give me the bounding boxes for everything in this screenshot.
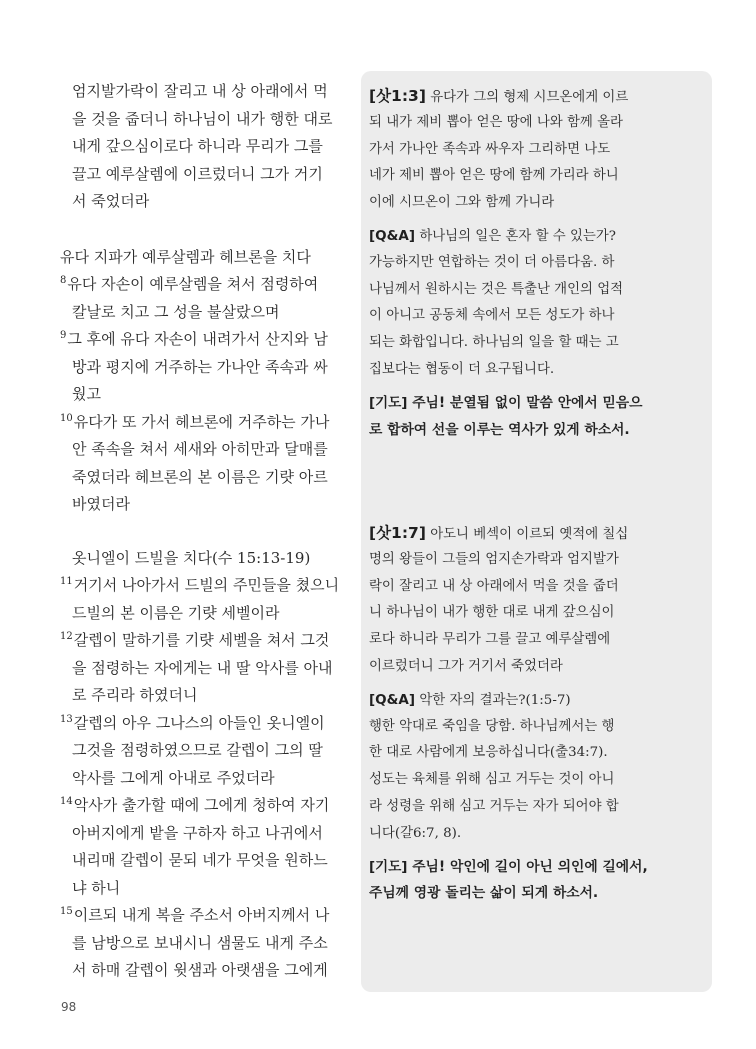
commentary-note xyxy=(369,83,707,443)
verse-text: 갈렙의 아우 그나스의 아들인 옷니엘이 xyxy=(73,713,325,732)
note-text: 되 내가 제비 뽑아 얻은 땅에 나와 함께 올라 xyxy=(369,114,623,130)
verse-10 xyxy=(60,409,350,519)
verse-text: 로 주리라 하였더니 xyxy=(72,686,198,704)
note-text: 이르렀더니 그가 거기서 죽었더라 xyxy=(369,658,563,674)
note-text: 유다가 그의 형제 시므온에게 이르 xyxy=(430,90,629,105)
prayer-label: [기도] xyxy=(369,858,408,875)
verse-number: 8 xyxy=(60,275,67,286)
verse-number: 14 xyxy=(60,796,73,807)
verse-8 xyxy=(60,271,350,326)
verse-text: 을 점령하는 자에게는 내 딸 악사를 아내 xyxy=(72,658,333,677)
text-line: 내게 갚으심이로다 하니라 무리가 그를 xyxy=(72,137,323,155)
prayer-text: 주님께 영광 돌리는 삶이 되게 하소서. xyxy=(369,885,599,902)
qa-answer: 되는 화합입니다. 하나님의 일을 할 때는 고 xyxy=(369,335,619,351)
scripture-text xyxy=(60,78,350,985)
verse-text: 그것을 점령하였으므로 갈렙이 그의 딸 xyxy=(72,741,323,759)
verse-number: 12 xyxy=(60,631,73,642)
verse-text: 방과 평지에 거주하는 가나안 족속과 싸 xyxy=(72,357,328,376)
text-line: 서 죽었더라 xyxy=(72,192,150,210)
verse-text: 죽였더라 헤브론의 본 이름은 기럇 아르 xyxy=(72,467,328,486)
verse-text: 그 후에 유다 자손이 내려가서 산지와 남 xyxy=(67,330,328,348)
note-text: 아도니 베섹이 이르되 옛적에 칠십 xyxy=(430,527,629,542)
verse-text: 악사가 출가할 때에 그에게 청하여 자기 xyxy=(73,796,330,814)
verse-text: 유다가 또 가서 헤브론에 거주하는 가나 xyxy=(73,412,330,431)
note-text: 로다 하니라 무리가 그를 끌고 예루살렘에 xyxy=(369,632,611,648)
qa-answer: 이 아니고 공동체 속에서 모든 성도가 하나 xyxy=(369,308,615,324)
qa-question: 악한 자의 결과는?(1:5-7) xyxy=(419,692,571,708)
verse-text: 를 남방으로 보내시니 샘물도 내게 주소 xyxy=(72,933,328,952)
verse-number: 10 xyxy=(60,412,73,424)
note-text: 니 하나님이 내가 행한 대로 내게 갚으심이 xyxy=(369,605,615,621)
qa-answer: 니다(갈6:7, 8). xyxy=(369,825,462,841)
verse-text: 바였더라 xyxy=(72,495,130,513)
qa-answer: 나님께서 원하시는 것은 특출난 개인의 업적 xyxy=(369,281,624,297)
note-text: 가서 가나안 족속과 싸우자 그리하면 나도 xyxy=(369,141,611,157)
verse-11 xyxy=(60,572,350,627)
qa-label: [Q&A] xyxy=(369,227,416,244)
verse-9 xyxy=(60,326,350,409)
note-text: 락이 잘리고 내 상 아래에서 먹을 것을 줍더 xyxy=(369,578,619,594)
verse-13 xyxy=(60,710,350,793)
text-line: 끌고 예루살렘에 이르렀더니 그가 거기 xyxy=(72,164,323,183)
verse-text: 유다 자손이 예루살렘을 쳐서 점령하여 xyxy=(67,275,319,293)
prayer-text: 로 합하여 선을 이루는 역사가 있게 하소서. xyxy=(369,421,630,438)
text-line: 을 것을 줍더니 하나님이 내가 행한 대로 xyxy=(72,109,333,128)
verse-number: 11 xyxy=(60,576,73,587)
verse-text: 칼날로 치고 그 성을 불살랐으며 xyxy=(72,302,280,321)
note-text: 명의 왕들이 그들의 엄지손가락과 엄지발가 xyxy=(369,551,619,567)
prayer-label: [기도] xyxy=(369,394,408,411)
qa-answer: 행한 악대로 죽임을 당함. 하나님께서는 행 xyxy=(369,718,615,734)
qa-label: [Q&A] xyxy=(369,691,416,708)
verse-text: 내리매 갈렙이 묻되 네가 무엇을 원하느 xyxy=(72,851,328,869)
verse-text: 안 족속을 쳐서 세새와 아히만과 달매를 xyxy=(72,440,328,458)
qa-question: 하나님의 일은 혼자 할 수 있는가? xyxy=(419,228,616,244)
verse-text: 악사를 그에게 아내로 주었더라 xyxy=(72,768,275,787)
verse-text: 거기서 나아가서 드빌의 주민들을 쳤으니 xyxy=(73,576,340,594)
verse-text: 서 하매 갈렙이 윗샘과 아랫샘을 그에게 xyxy=(72,961,328,979)
qa-answer: 성도는 육체를 위해 심고 거두는 것이 아니 xyxy=(369,772,615,788)
qa-answer: 한 대로 사람에게 보응하십니다(출34:7). xyxy=(369,745,608,761)
verse-text: 갈렙이 말하기를 기럇 세벨을 쳐서 그것 xyxy=(73,631,330,649)
note-text: 이에 시므온이 그와 함께 가니라 xyxy=(369,195,555,211)
verse-number: 13 xyxy=(60,713,73,725)
prayer-text: 주님! 악인에 길이 아닌 의인에 길에서, xyxy=(412,858,648,875)
prayer-text: 주님! 분열됨 없이 말씀 안에서 믿음으 xyxy=(412,394,643,411)
page-number: 98 xyxy=(61,1000,77,1014)
verse-number: 15 xyxy=(60,906,73,917)
verse-text: 이르되 내게 복을 주소서 아버지께서 나 xyxy=(73,906,330,924)
verse-reference: [삿1:3] xyxy=(369,87,426,105)
verse-text: 웠고 xyxy=(72,385,101,403)
verse-14 xyxy=(60,792,350,902)
commentary-note xyxy=(369,520,707,907)
section-heading: 유다 지파가 예루살렘과 헤브론을 치다 xyxy=(60,247,311,266)
note-text: 네가 제비 뽑아 얻은 땅에 함께 가리라 하니 xyxy=(369,168,619,184)
verse-12 xyxy=(60,627,350,710)
text-line: 엄지발가락이 잘리고 내 상 아래에서 먹 xyxy=(72,82,328,100)
section-heading: 옷니엘이 드빌을 치다(수 15:13-19) xyxy=(72,548,311,567)
verse-text: 드빌의 본 이름은 기럇 세벨이라 xyxy=(72,603,280,622)
verse-number: 9 xyxy=(60,330,67,341)
qa-answer: 가능하지만 연합하는 것이 더 아름다움. 하 xyxy=(369,254,615,270)
commentary-panel xyxy=(361,71,712,992)
verse-reference: [삿1:7] xyxy=(369,524,426,542)
verse-text: 냐 하니 xyxy=(72,878,121,897)
qa-answer: 집보다는 협동이 더 요구됩니다. xyxy=(369,361,555,377)
qa-answer: 라 성령을 위해 심고 거두는 자가 되어야 합 xyxy=(369,798,619,814)
verse-text: 아버지에게 밭을 구하자 하고 나귀에서 xyxy=(72,823,323,842)
verse-15 xyxy=(60,902,350,985)
